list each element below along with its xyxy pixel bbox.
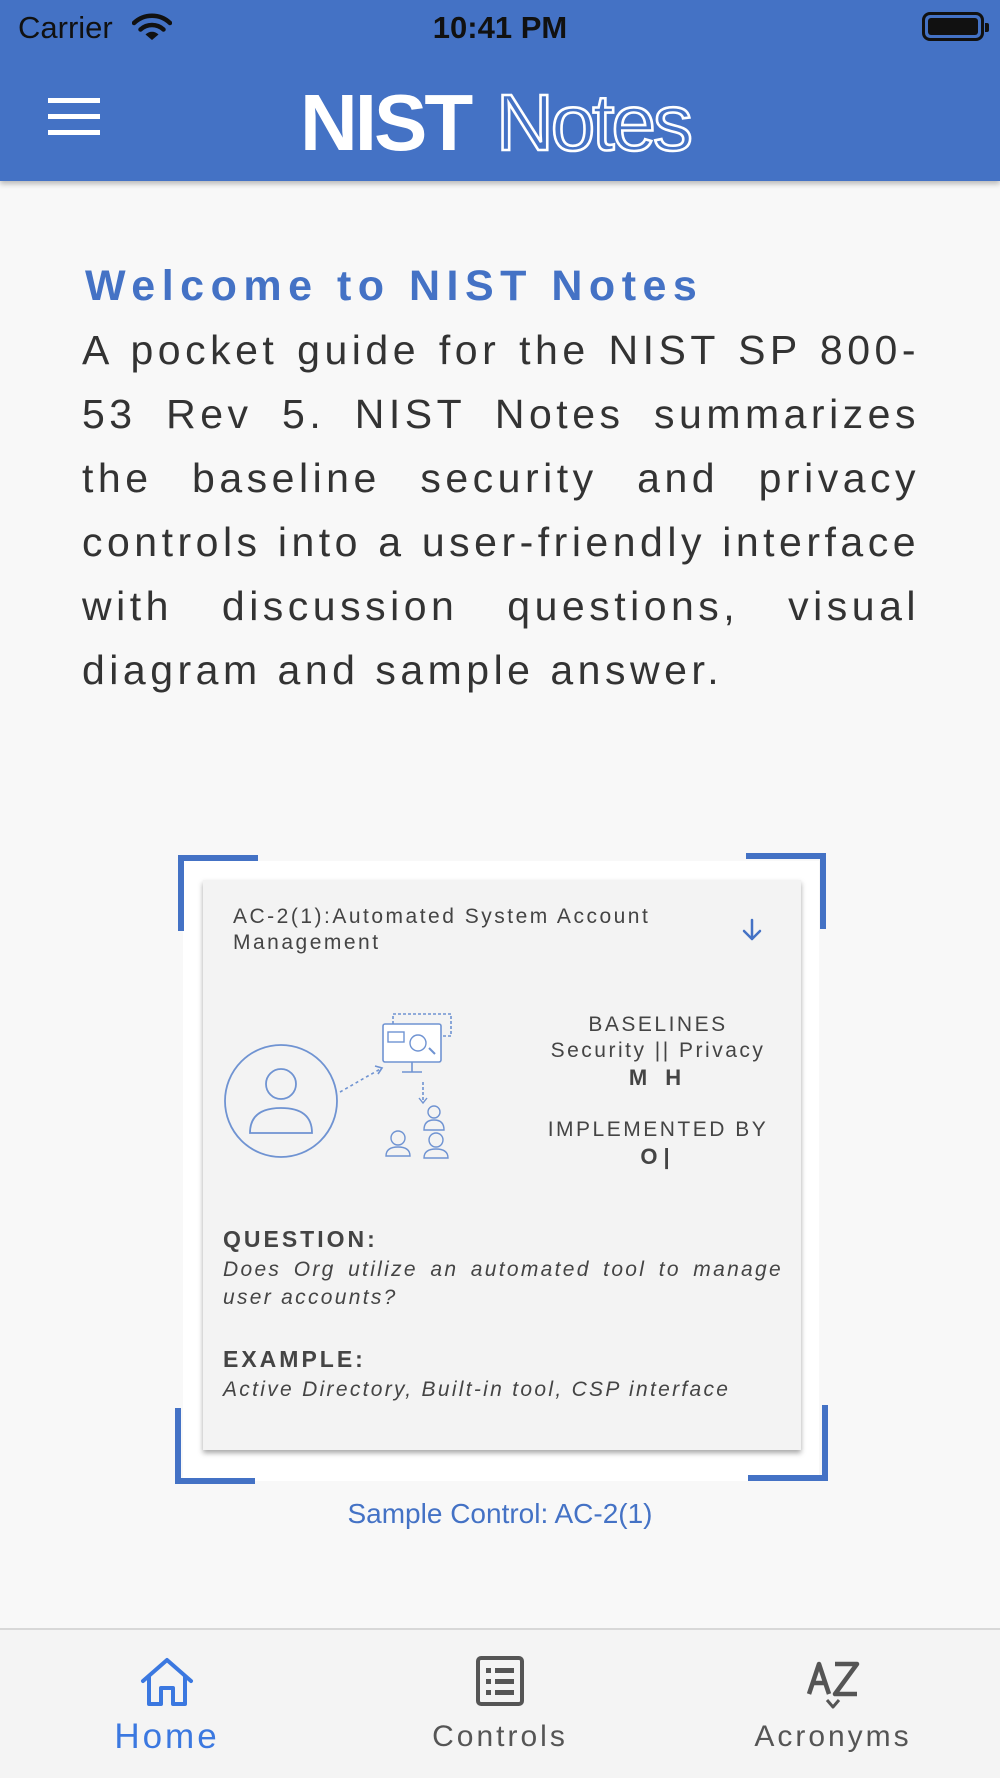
tab-acronyms[interactable] <box>666 1630 1000 1778</box>
logo-bold-text: NIST <box>300 78 471 162</box>
app-header <box>0 0 1000 181</box>
status-time: 10:41 PM <box>432 10 568 45</box>
user-avatar-icon <box>222 1042 340 1160</box>
baselines-block <box>533 1012 783 1092</box>
implemented-value: O| <box>640 1144 676 1169</box>
welcome-heading: Welcome to NIST Notes <box>85 262 704 310</box>
tab-home-label: Home <box>114 1717 220 1756</box>
baselines-subheading: Security || Privacy <box>550 1039 766 1062</box>
list-icon <box>470 1654 530 1710</box>
bottom-tab-bar <box>0 1628 1000 1778</box>
baselines-heading: BASELINES <box>588 1013 728 1036</box>
example-text: Active Directory, Built-in tool, CSP interface <box>223 1378 731 1401</box>
question-text: Does Org utilize an automated tool to manage user accounts? <box>223 1258 783 1309</box>
example-label: EXAMPLE: <box>223 1346 366 1372</box>
battery-icon <box>922 12 984 41</box>
hamburger-icon <box>48 98 100 103</box>
tab-controls-label: Controls <box>432 1720 568 1753</box>
baselines-value: M H <box>628 1065 688 1090</box>
workflow-diagram-icon <box>338 1002 458 1182</box>
status-carrier: Carrier <box>18 10 113 45</box>
home-icon <box>137 1654 197 1710</box>
sample-control-caption[interactable]: Sample Control: AC-2(1) <box>347 1498 653 1529</box>
logo-outline-text: Notes <box>496 78 690 162</box>
tab-home[interactable] <box>0 1630 334 1778</box>
implemented-heading: IMPLEMENTED BY <box>547 1118 769 1141</box>
az-sort-icon <box>803 1654 863 1710</box>
menu-button[interactable] <box>48 98 100 138</box>
intro-paragraph: A pocket guide for the NIST SP 800-53 Rev 5. NIST Notes summarizes the baseline security and privacy controls into a user-friendly interface with discussion questions, visual diagram and sample answer. <box>82 327 920 693</box>
arrow-down-icon[interactable] <box>741 918 763 942</box>
tab-controls[interactable] <box>333 1630 667 1778</box>
tab-acronyms-label: Acronyms <box>754 1720 912 1753</box>
app-logo <box>300 78 730 162</box>
question-label: QUESTION: <box>223 1226 378 1252</box>
implemented-by-block <box>533 1117 783 1171</box>
sample-control-card[interactable] <box>203 880 801 1450</box>
card-title: AC-2(1):Automated System Account Management <box>233 905 651 954</box>
